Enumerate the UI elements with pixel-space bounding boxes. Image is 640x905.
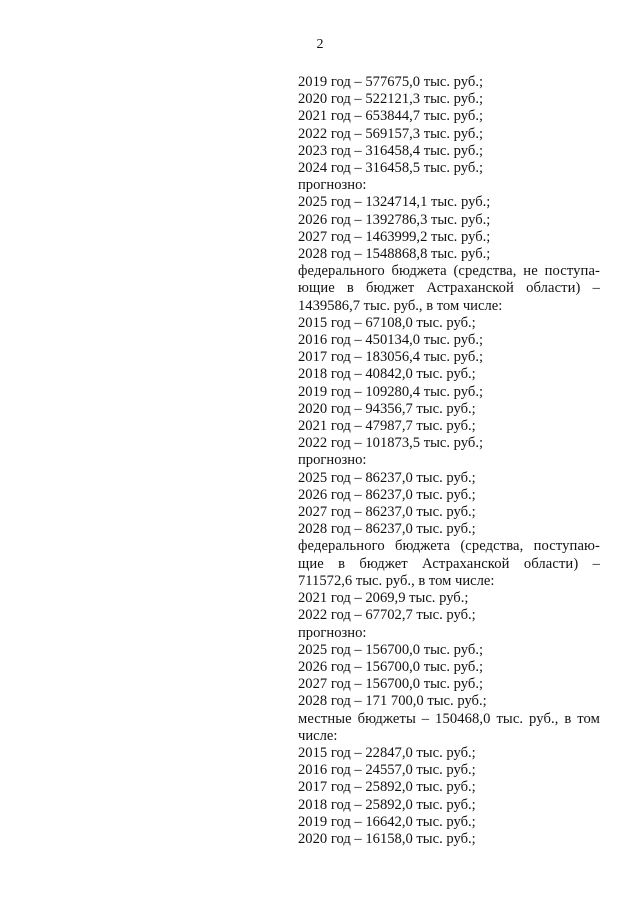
text-line: 2025 год – 1324714,1 тыс. руб.;: [298, 194, 491, 211]
text-line: 2020 год – 522121,3 тыс. руб.;: [298, 91, 484, 108]
document-body: [298, 74, 600, 848]
text-line: прогнозно:: [298, 624, 367, 641]
text-line: 2021 год – 653844,7 тыс. руб.;: [298, 108, 484, 125]
text-line: 2025 год – 156700,0 тыс. руб.;: [298, 641, 484, 658]
text-line: 2020 год – 94356,7 тыс. руб.;: [298, 400, 476, 417]
text-line: 2025 год – 86237,0 тыс. руб.;: [298, 469, 476, 486]
text-line: 2018 год – 40842,0 тыс. руб.;: [298, 366, 476, 383]
text-line: 2027 год – 156700,0 тыс. руб.;: [298, 676, 484, 693]
page-number: 2: [316, 37, 324, 52]
text-line: 2028 год – 1548868,8 тыс. руб.;: [298, 246, 491, 263]
text-line: 2020 год – 16158,0 тыс. руб.;: [298, 830, 476, 847]
text-line: 1439586,7 тыс. руб., в том числе:: [298, 297, 503, 314]
text-line: 2015 год – 67108,0 тыс. руб.;: [298, 314, 476, 331]
text-line: 2021 год – 47987,7 тыс. руб.;: [298, 418, 476, 435]
text-line: 2022 год – 67702,7 тыс. руб.;: [298, 607, 476, 624]
text-line: щие в бюджет Астраханской области) –: [298, 555, 600, 572]
text-line: 2022 год – 101873,5 тыс. руб.;: [298, 435, 484, 452]
text-line: 2017 год – 25892,0 тыс. руб.;: [298, 779, 476, 796]
text-line: 2027 год – 1463999,2 тыс. руб.;: [298, 228, 491, 245]
text-line: местные бюджеты – 150468,0 тыс. руб., в том: [298, 710, 600, 727]
text-line: прогнозно:: [298, 177, 367, 194]
text-line: 2018 год – 25892,0 тыс. руб.;: [298, 796, 476, 813]
text-line: 2026 год – 1392786,3 тыс. руб.;: [298, 211, 491, 228]
text-line: 2028 год – 171 700,0 тыс. руб.;: [298, 693, 487, 710]
text-line: 2019 год – 577675,0 тыс. руб.;: [298, 74, 484, 90]
text-line: федерального бюджета (средства, не поступа-: [298, 263, 600, 280]
text-line: числе:: [298, 727, 338, 744]
text-line: 2017 год – 183056,4 тыс. руб.;: [298, 349, 484, 366]
text-line: прогнозно:: [298, 452, 367, 469]
text-line: 2016 год – 450134,0 тыс. руб.;: [298, 332, 484, 349]
text-line: 2015 год – 22847,0 тыс. руб.;: [298, 744, 476, 761]
text-line: 2024 год – 316458,5 тыс. руб.;: [298, 160, 484, 177]
text-line: 2019 год – 16642,0 тыс. руб.;: [298, 813, 476, 830]
text-line: 2023 год – 316458,4 тыс. руб.;: [298, 142, 484, 159]
text-line: федерального бюджета (средства, поступаю-: [298, 538, 600, 555]
text-line: 2022 год – 569157,3 тыс. руб.;: [298, 125, 484, 142]
text-line: 2028 год – 86237,0 тыс. руб.;: [298, 521, 476, 538]
text-line: 2019 год – 109280,4 тыс. руб.;: [298, 383, 484, 400]
text-line: 2021 год – 2069,9 тыс. руб.;: [298, 590, 469, 607]
text-line: 2016 год – 24557,0 тыс. руб.;: [298, 762, 476, 779]
text-line: 2026 год – 156700,0 тыс. руб.;: [298, 658, 484, 675]
text-line: 2027 год – 86237,0 тыс. руб.;: [298, 504, 476, 521]
text-line: 2026 год – 86237,0 тыс. руб.;: [298, 486, 476, 503]
text-line: ющие в бюджет Астраханской области) –: [298, 280, 600, 297]
text-line: 711572,6 тыс. руб., в том числе:: [298, 572, 495, 589]
